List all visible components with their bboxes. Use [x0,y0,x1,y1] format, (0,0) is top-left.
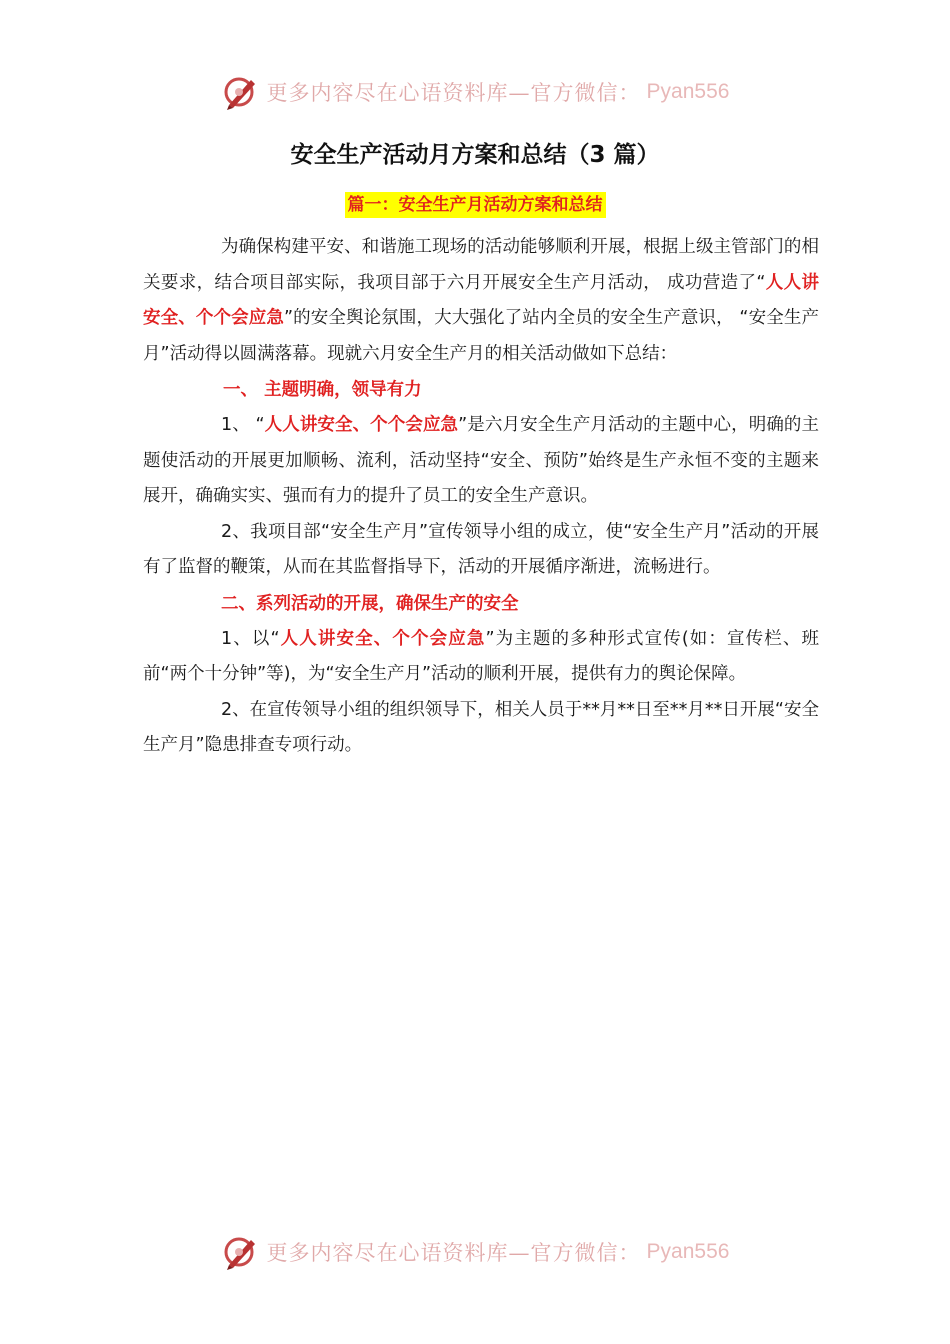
section-1-item-1-prefix: 1、 “ [221,415,265,435]
pen-logo-icon [221,1232,261,1272]
section-1-item-2: 2、我项目部“安全生产月”宣传领导小组的成立，使“安全生产月”活动的开展有了监督的鞭策，从而在其监督指导下，活动的开展循序渐进，流畅进行。 [143,521,819,577]
chapter-heading: 篇一：安全生产月活动方案和总结 [345,192,606,218]
intro-paragraph [143,230,819,372]
section-2-item-1-text: ”为主题的多种形式宣传(如：宣传栏、班前“两个十分钟”等)，为“安全生产月”活动的顺利开展，提供有力的舆论保障。 [143,628,819,684]
watermark-text: 更多内容尽在心语资料库—官方微信： [266,1241,641,1265]
section-2-item-1 [143,622,819,693]
section-1-item-1 [143,408,819,515]
watermark-account: Pyan556 [646,80,730,103]
intro-text-1: 为确保构建平安、和谐施工现场的活动能够顺利开展，根据上级主管部门的相关要求，结合项目部实际，我项目部于六月开展安全生产月活动， 成功营造了“ [143,237,819,293]
document-body [143,230,819,764]
watermark-text: 更多内容尽在心语资料库—官方微信： [266,81,641,105]
intro-emphasis: 人人讲安全、个个会应急 [143,272,820,328]
pen-logo-icon [221,72,261,112]
footer-watermark [0,1232,950,1272]
document-title: 安全生产活动月方案和总结（3 篇） [290,142,660,168]
section-2-heading: 二、系列活动的开展，确保生产的安全 [221,593,519,614]
section-2-item-1-prefix: 1、以“ [221,628,280,649]
intro-text-2: ”的安全舆论氛围，大大强化了站内全员的安全生产意识， “安全生产月”活动得以圆满落幕。现就六月安全生产月的相关活动做如下总结： [143,308,819,364]
section-2-item-1-emphasis: 人人讲安全、个个会应急 [279,628,486,649]
section-1-heading: 一、 主题明确，领导有力 [223,380,422,400]
watermark-account: Pyan556 [646,1240,730,1263]
chapter-heading-row [0,192,950,218]
section-1-item-1-text: ”是六月安全生产月活动的主题中心，明确的主题使活动的开展更加顺畅、流利，活动坚持“安全、预防”始终是生产永恒不变的主题来展开，确确实实、强而有力的提升了员工的安全生产意识。 [143,415,820,506]
section-2-item-2: 2、在宣传领导小组的组织领导下，相关人员于**月**日至**月**日开展“安全生产月”隐患排查专项行动。 [143,699,819,755]
section-1-item-1-emphasis: 人人讲安全、个个会应急 [264,415,459,435]
header-watermark [0,72,950,112]
